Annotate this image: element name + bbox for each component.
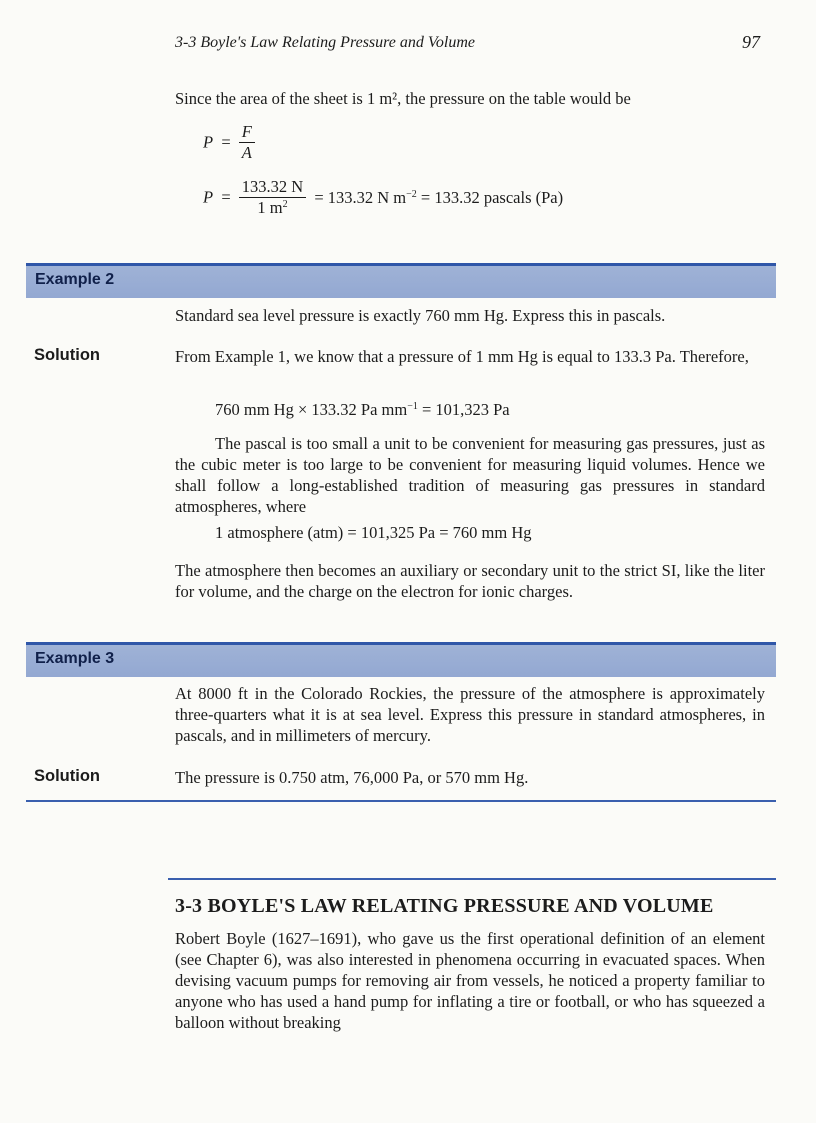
example-2-conclusion: The atmosphere then becomes an auxiliary or secondary unit to the strict SI, like the liter for volume, and the charge on the electron for ionic charges. — [175, 561, 765, 601]
example-3-problem: At 8000 ft in the Colorado Rockies, the pressure of the atmosphere is approximately three-quarters what it is at sea level. Express this pressure in standard atmospheres, in pascals, and in millimeters of mercury. — [175, 684, 765, 745]
equation-atmosphere: 1 atmosphere (atm) = 101,325 Pa = 760 mm Hg — [215, 523, 532, 542]
equation-pressure-pascals: P = $\frac{133.32 N}{1 m^2}$ = 133.32 N $m^{-2} = 133.32$ pascals (Pa) — [203, 177, 564, 217]
equation-mmhg-conversion: 760 mm Hg × 133.32 Pa $mm^{-1} = 101,323$ Pa — [215, 400, 510, 419]
example-3-solution-text: The pressure is 0.750 atm, 76,000 Pa, or 570 mm Hg. — [175, 768, 529, 787]
running-head: 3-3 Boyle's Law Relating Pressure and Volume — [175, 34, 475, 51]
example-3-label: Example 3 — [35, 650, 115, 667]
example-2-solution-text: From Example 1, we know that a pressure of 1 mm Hg is equal to 133.3 Pa. Therefore, — [175, 347, 749, 366]
example-2-explanation: The pascal is too small a unit to be convenient for measuring gas pressures, just as the cubic meter is too large to be convenient for measuring liquid volumes. Hence we shall follow a long-established tradition of measuring gas pressures in standard atmospheres, where — [175, 434, 765, 516]
example-2-problem: Standard sea level pressure is exactly 760 mm Hg. Express this in pascals. — [175, 306, 666, 325]
example-3-solution-label: Solution — [34, 767, 100, 785]
example-2-label: Example 2 — [35, 271, 115, 288]
example-2-solution-label: Solution — [34, 346, 100, 364]
section-rule — [168, 878, 776, 880]
page-number: 97 — [742, 32, 760, 52]
equation-p-fa: P = $\frac{F}{A}$ — [203, 122, 259, 163]
example-3-band — [26, 642, 776, 677]
intro-text: Since the area of the sheet is 1 m², the pressure on the table would be — [175, 89, 631, 108]
example-end-rule — [26, 800, 776, 802]
section-body: Robert Boyle (1627–1691), who gave us the first operational definition of an element (see Chapter 6), was also interested in phenomena occurring in evacuated spaces. When devising vacuum pumps for removing air from vessels, he noticed a property familiar to anyone who has used a hand pump for inflating a tire or football, or who has squeezed a balloon without breaking — [175, 929, 765, 1032]
example-2-band — [26, 263, 776, 298]
section-heading: 3-3 BOYLE'S LAW RELATING PRESSURE AND VOLUME — [175, 895, 714, 917]
